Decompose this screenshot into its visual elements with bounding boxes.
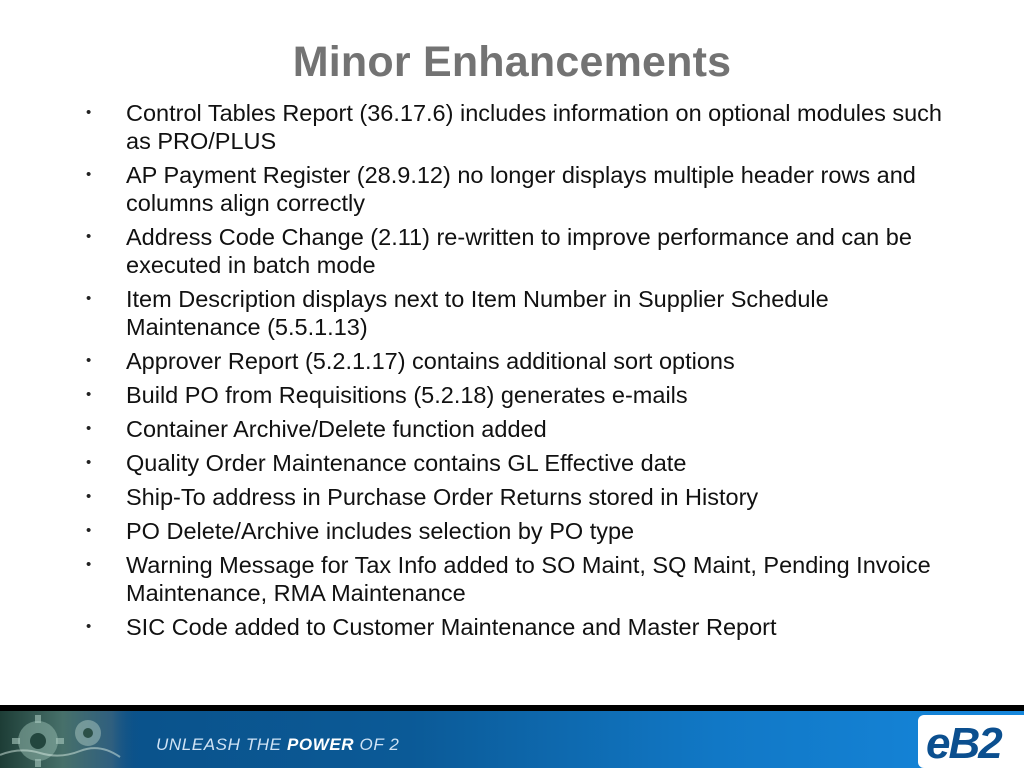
bullet-item	[86, 161, 956, 217]
gear-image-icon	[0, 711, 140, 768]
bullet-text: Address Code Change (2.11) re-written to improve performance and can be executed in batch mode	[126, 224, 912, 278]
bullet-dot: •	[86, 618, 92, 635]
footer-band	[0, 711, 1024, 768]
bullet-text: Container Archive/Delete function added	[126, 416, 547, 442]
bullet-text: Control Tables Report (36.17.6) includes information on optional modules such as PRO/PLUS	[126, 100, 943, 154]
bullet-dot: •	[86, 352, 92, 369]
bullet-text: PO Delete/Archive includes selection by PO type	[126, 518, 635, 544]
bullet-item	[86, 347, 956, 375]
bullet-text: Approver Report (5.2.1.17) contains additional sort options	[126, 348, 735, 374]
bullet-item	[86, 99, 956, 155]
bullet-item	[86, 551, 956, 607]
bullet-list	[86, 99, 956, 647]
bullet-text: Warning Message for Tax Info added to SO Maint, SQ Maint, Pending Invoice Maintenance, RMA Maintenance	[126, 552, 931, 606]
bullet-item	[86, 613, 956, 641]
bullet-item	[86, 483, 956, 511]
footer-slogan	[156, 735, 399, 755]
bullet-dot: •	[86, 228, 92, 245]
bullet-item	[86, 415, 956, 443]
bullet-item	[86, 285, 956, 341]
slogan-power: POWER	[286, 735, 355, 754]
bullet-dot: •	[86, 454, 92, 471]
bullet-dot: •	[86, 104, 92, 121]
eb2-logo	[918, 715, 1024, 768]
bullet-dot: •	[86, 488, 92, 505]
svg-text:eB2: eB2	[926, 719, 1001, 768]
bullet-text: AP Payment Register (28.9.12) no longer displays multiple header rows and columns align correctly	[126, 162, 916, 216]
slide-title: Minor Enhancements	[292, 38, 732, 86]
footer-bar	[0, 705, 1024, 768]
bullet-text: Ship-To address in Purchase Order Returns stored in History	[126, 484, 759, 510]
bullet-item	[86, 449, 956, 477]
bullet-dot: •	[86, 166, 92, 183]
slogan-pre: UNLEASH THE	[156, 735, 287, 754]
bullet-item	[86, 223, 956, 279]
bullet-item	[86, 517, 956, 545]
bullet-item	[86, 381, 956, 409]
bullet-text: Quality Order Maintenance contains GL Effective date	[126, 450, 687, 476]
slogan-post: OF 2	[354, 735, 400, 754]
bullet-text: Build PO from Requisitions (5.2.18) generates e-mails	[126, 382, 688, 408]
bullet-text: Item Description displays next to Item Number in Supplier Schedule Maintenance (5.5.1.13)	[126, 286, 829, 340]
bullet-dot: •	[86, 386, 92, 403]
bullet-dot: •	[86, 290, 92, 307]
bullet-dot: •	[86, 522, 92, 539]
bullet-dot: •	[86, 556, 92, 573]
bullet-dot: •	[86, 420, 92, 437]
bullet-text: SIC Code added to Customer Maintenance and Master Report	[126, 614, 777, 640]
